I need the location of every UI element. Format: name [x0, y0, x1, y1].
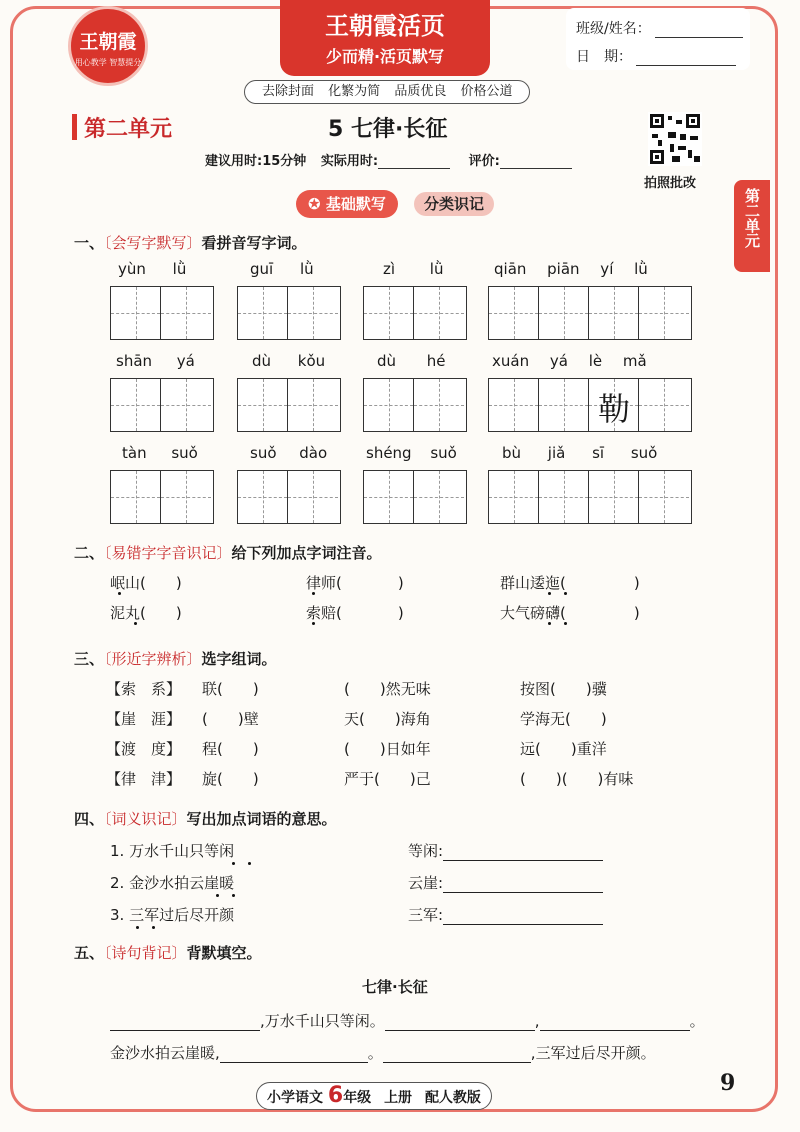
qr-caption: 拍照批改 [644, 176, 697, 191]
poem-text: ,万水千山只等闲。 [260, 1012, 385, 1030]
emphasis-dot [548, 622, 551, 625]
section3-tag: 〔形近字辨析〕 [104, 650, 202, 668]
emphasis-dot [118, 592, 121, 595]
section5-title: 背默填空。 [186, 944, 262, 962]
writing-grid[interactable] [488, 378, 692, 432]
poem-blank[interactable] [110, 1016, 260, 1031]
brand-banner [280, 0, 490, 76]
emphasis-dot [134, 622, 137, 625]
student-info-box [566, 8, 750, 70]
handwritten-character: 勒 [598, 390, 631, 428]
slogan-bar [244, 80, 530, 104]
poem-blank[interactable] [540, 1016, 690, 1031]
footer-grade: 6 [327, 1083, 344, 1108]
poem-text: 。 [367, 1044, 383, 1062]
pinyin-label: tàn suǒ [122, 444, 198, 462]
writing-grid[interactable] [363, 378, 467, 432]
emphasis-dot [232, 894, 235, 897]
time-actual-field[interactable] [378, 156, 450, 169]
word-blank[interactable]: 严于( )己 [344, 770, 431, 788]
close-paren: ) [397, 604, 404, 622]
poem-title: 七律·长征 [362, 978, 428, 996]
section5-number: 五、 [74, 944, 105, 962]
close-paren: ) [633, 604, 640, 622]
close-paren: ) [175, 574, 182, 592]
writing-grid[interactable] [237, 286, 341, 340]
section4-number: 四、 [74, 810, 105, 828]
poem-text: 。 [689, 1012, 705, 1030]
poem-line-1 [110, 1010, 705, 1031]
word-blank[interactable]: 远( )重洋 [520, 740, 607, 758]
word-blank[interactable]: 程( ) [202, 740, 259, 758]
pinyin-question[interactable] [500, 602, 640, 623]
close-paren: ) [633, 574, 640, 592]
char-pair: 【索 系】 [106, 680, 182, 698]
basic-dictation-pill [296, 190, 398, 218]
section2-heading [74, 542, 382, 563]
pinyin-label: yùn lǜ [118, 260, 187, 278]
emphasis-dot [136, 926, 139, 929]
evaluation-field[interactable] [500, 156, 572, 169]
char-pair: 【渡 度】 [106, 740, 182, 758]
footer-edition: 配人教版 [424, 1090, 481, 1106]
unit-title: 第二单元 [84, 117, 173, 142]
brand-subtitle: 少而精·活页默写 [325, 47, 445, 66]
section1-heading [74, 232, 307, 253]
writing-grid[interactable] [110, 378, 214, 432]
lesson-title: 5 七律·长征 [328, 117, 448, 142]
question-text: 岷山( [110, 574, 146, 592]
date-label: 日 期： [576, 49, 632, 65]
time-actual-label: 实际用时: [320, 154, 379, 169]
answer-line[interactable] [443, 910, 603, 925]
emphasis-dot [248, 862, 251, 865]
pinyin-label: dù hé [377, 352, 446, 370]
writing-grid[interactable] [237, 470, 341, 524]
close-paren: ) [397, 574, 404, 592]
writing-grid[interactable] [488, 470, 692, 524]
meaning-answer[interactable] [408, 840, 603, 861]
brand-logo [68, 6, 148, 86]
brand-title: 王朝霞活页 [325, 11, 445, 40]
date-field[interactable] [636, 51, 736, 66]
section2-number: 二、 [74, 544, 105, 562]
meaning-question: 1. 万水千山只等闲 [110, 842, 235, 860]
answer-line[interactable] [443, 878, 603, 893]
section1-title: 看拼音写字词。 [201, 234, 307, 252]
word-blank[interactable]: 天( )海角 [344, 710, 431, 728]
medal-icon: ✪ [308, 195, 321, 213]
section4-title: 写出加点词语的意思。 [186, 810, 337, 828]
qr-code-icon[interactable] [648, 112, 702, 166]
question-text: 律师( [306, 574, 342, 592]
word-blank[interactable]: ( )壁 [202, 710, 259, 728]
poem-text: ,三军过后尽开颜。 [530, 1044, 656, 1062]
section2-title: 给下列加点字词注音。 [231, 544, 382, 562]
section5-tag: 〔诗句背记〕 [104, 944, 187, 962]
pinyin-question[interactable] [110, 572, 182, 593]
meaning-label: 等闲: [408, 842, 444, 860]
side-unit-tab [734, 180, 770, 272]
emphasis-dot [232, 862, 235, 865]
footer-badge [256, 1082, 492, 1110]
question-text: 大气磅礴( [500, 604, 566, 622]
time-meta [205, 150, 572, 169]
class-name-label: 班级/姓名： [576, 21, 651, 37]
footer-subject: 小学语文 [267, 1090, 323, 1106]
writing-grid[interactable] [363, 286, 467, 340]
pinyin-label: qiān piān yí lǜ [494, 260, 648, 278]
slogan-item: 品质优良 [394, 84, 447, 99]
meaning-answer[interactable] [408, 872, 603, 893]
meaning-question: 2. 金沙水拍云崖暖 [110, 874, 235, 892]
question-text: 群山逶迤( [500, 574, 566, 592]
question-text: 泥丸( [110, 604, 146, 622]
emphasis-dot [312, 592, 315, 595]
basic-dictation-label: 基础默写 [325, 195, 386, 213]
class-name-row[interactable] [576, 18, 743, 38]
section3-title: 选字组词。 [201, 650, 277, 668]
close-paren: ) [175, 604, 182, 622]
section4-tag: 〔词义识记〕 [104, 810, 187, 828]
word-blank[interactable]: ( )日如年 [344, 740, 431, 758]
meaning-label: 云崖: [408, 874, 444, 892]
logo-tag: 用心教学 智慧提分 [74, 58, 142, 67]
writing-grid[interactable] [363, 470, 467, 524]
emphasis-dot [152, 926, 155, 929]
slogan-item: 化繁为简 [328, 84, 381, 99]
section5-heading [74, 942, 262, 963]
writing-grid[interactable] [110, 286, 214, 340]
pinyin-label: shān yá [116, 352, 195, 370]
word-blank[interactable]: ( )然无味 [344, 680, 431, 698]
emphasis-dot [312, 622, 315, 625]
writing-grid[interactable] [110, 470, 214, 524]
class-name-field[interactable] [655, 23, 743, 38]
writing-grid[interactable] [488, 286, 692, 340]
poem-text: , [534, 1012, 540, 1030]
category-pill: 分类识记 [414, 192, 494, 216]
footer-grade-suffix: 年级 [343, 1090, 372, 1106]
char-pair: 【律 津】 [106, 770, 182, 788]
side-tab-label: 第二单元 [743, 188, 761, 248]
answer-line[interactable] [443, 846, 603, 861]
poem-text: 金沙水拍云崖暖, [110, 1044, 220, 1062]
pinyin-label: bù jiǎ sī suǒ [502, 444, 658, 462]
unit-marker [72, 114, 77, 140]
pinyin-label: dù kǒu [252, 352, 326, 370]
time-suggest: 建议用时:15分钟 [205, 154, 307, 169]
writing-grid[interactable] [237, 378, 341, 432]
meaning-label: 三军: [408, 906, 444, 924]
poem-blank[interactable] [385, 1016, 535, 1031]
logo-name: 王朝霞 [79, 31, 137, 53]
word-blank[interactable]: ( )( )有味 [520, 770, 634, 788]
emphasis-dot [548, 592, 551, 595]
section3-heading [74, 648, 277, 669]
meaning-question: 3. 三军过后尽开颜 [110, 906, 235, 924]
pinyin-label: shéng suǒ [366, 444, 457, 462]
evaluation-label: 评价: [468, 154, 500, 169]
pinyin-label: zì lǜ [383, 260, 444, 278]
question-text: 索赔( [306, 604, 342, 622]
date-row[interactable] [576, 46, 736, 66]
emphasis-dot [216, 894, 219, 897]
section1-tag: 〔会写字默写〕 [104, 234, 202, 252]
pinyin-question[interactable] [500, 572, 640, 593]
section1-number: 一、 [74, 234, 105, 252]
slogan-item: 价格公道 [460, 84, 513, 99]
section2-tag: 〔易错字字音识记〕 [104, 544, 232, 562]
pinyin-question[interactable] [306, 602, 404, 623]
section3-number: 三、 [74, 650, 105, 668]
section4-heading [74, 808, 337, 829]
pinyin-label: xuán yá lè mǎ [492, 352, 647, 370]
poem-line-2 [110, 1042, 656, 1063]
pinyin-question[interactable] [110, 602, 182, 623]
word-blank[interactable]: 按图( )骥 [520, 680, 607, 698]
char-pair: 【崖 涯】 [106, 710, 182, 728]
pinyin-label: guī lǜ [250, 260, 314, 278]
meaning-answer[interactable] [408, 904, 603, 925]
pinyin-question[interactable] [306, 572, 404, 593]
emphasis-dot [564, 592, 567, 595]
slogan-item: 去除封面 [262, 84, 315, 99]
pinyin-label: suǒ dào [250, 444, 328, 462]
emphasis-dot [564, 622, 567, 625]
poem-blank[interactable] [383, 1048, 531, 1063]
poem-blank[interactable] [220, 1048, 368, 1063]
word-blank[interactable]: 学海无( ) [520, 710, 607, 728]
footer-term: 上册 [384, 1090, 413, 1106]
word-blank[interactable]: 旋( ) [202, 770, 259, 788]
page-number: 9 [720, 1070, 736, 1096]
word-blank[interactable]: 联( ) [202, 680, 259, 698]
